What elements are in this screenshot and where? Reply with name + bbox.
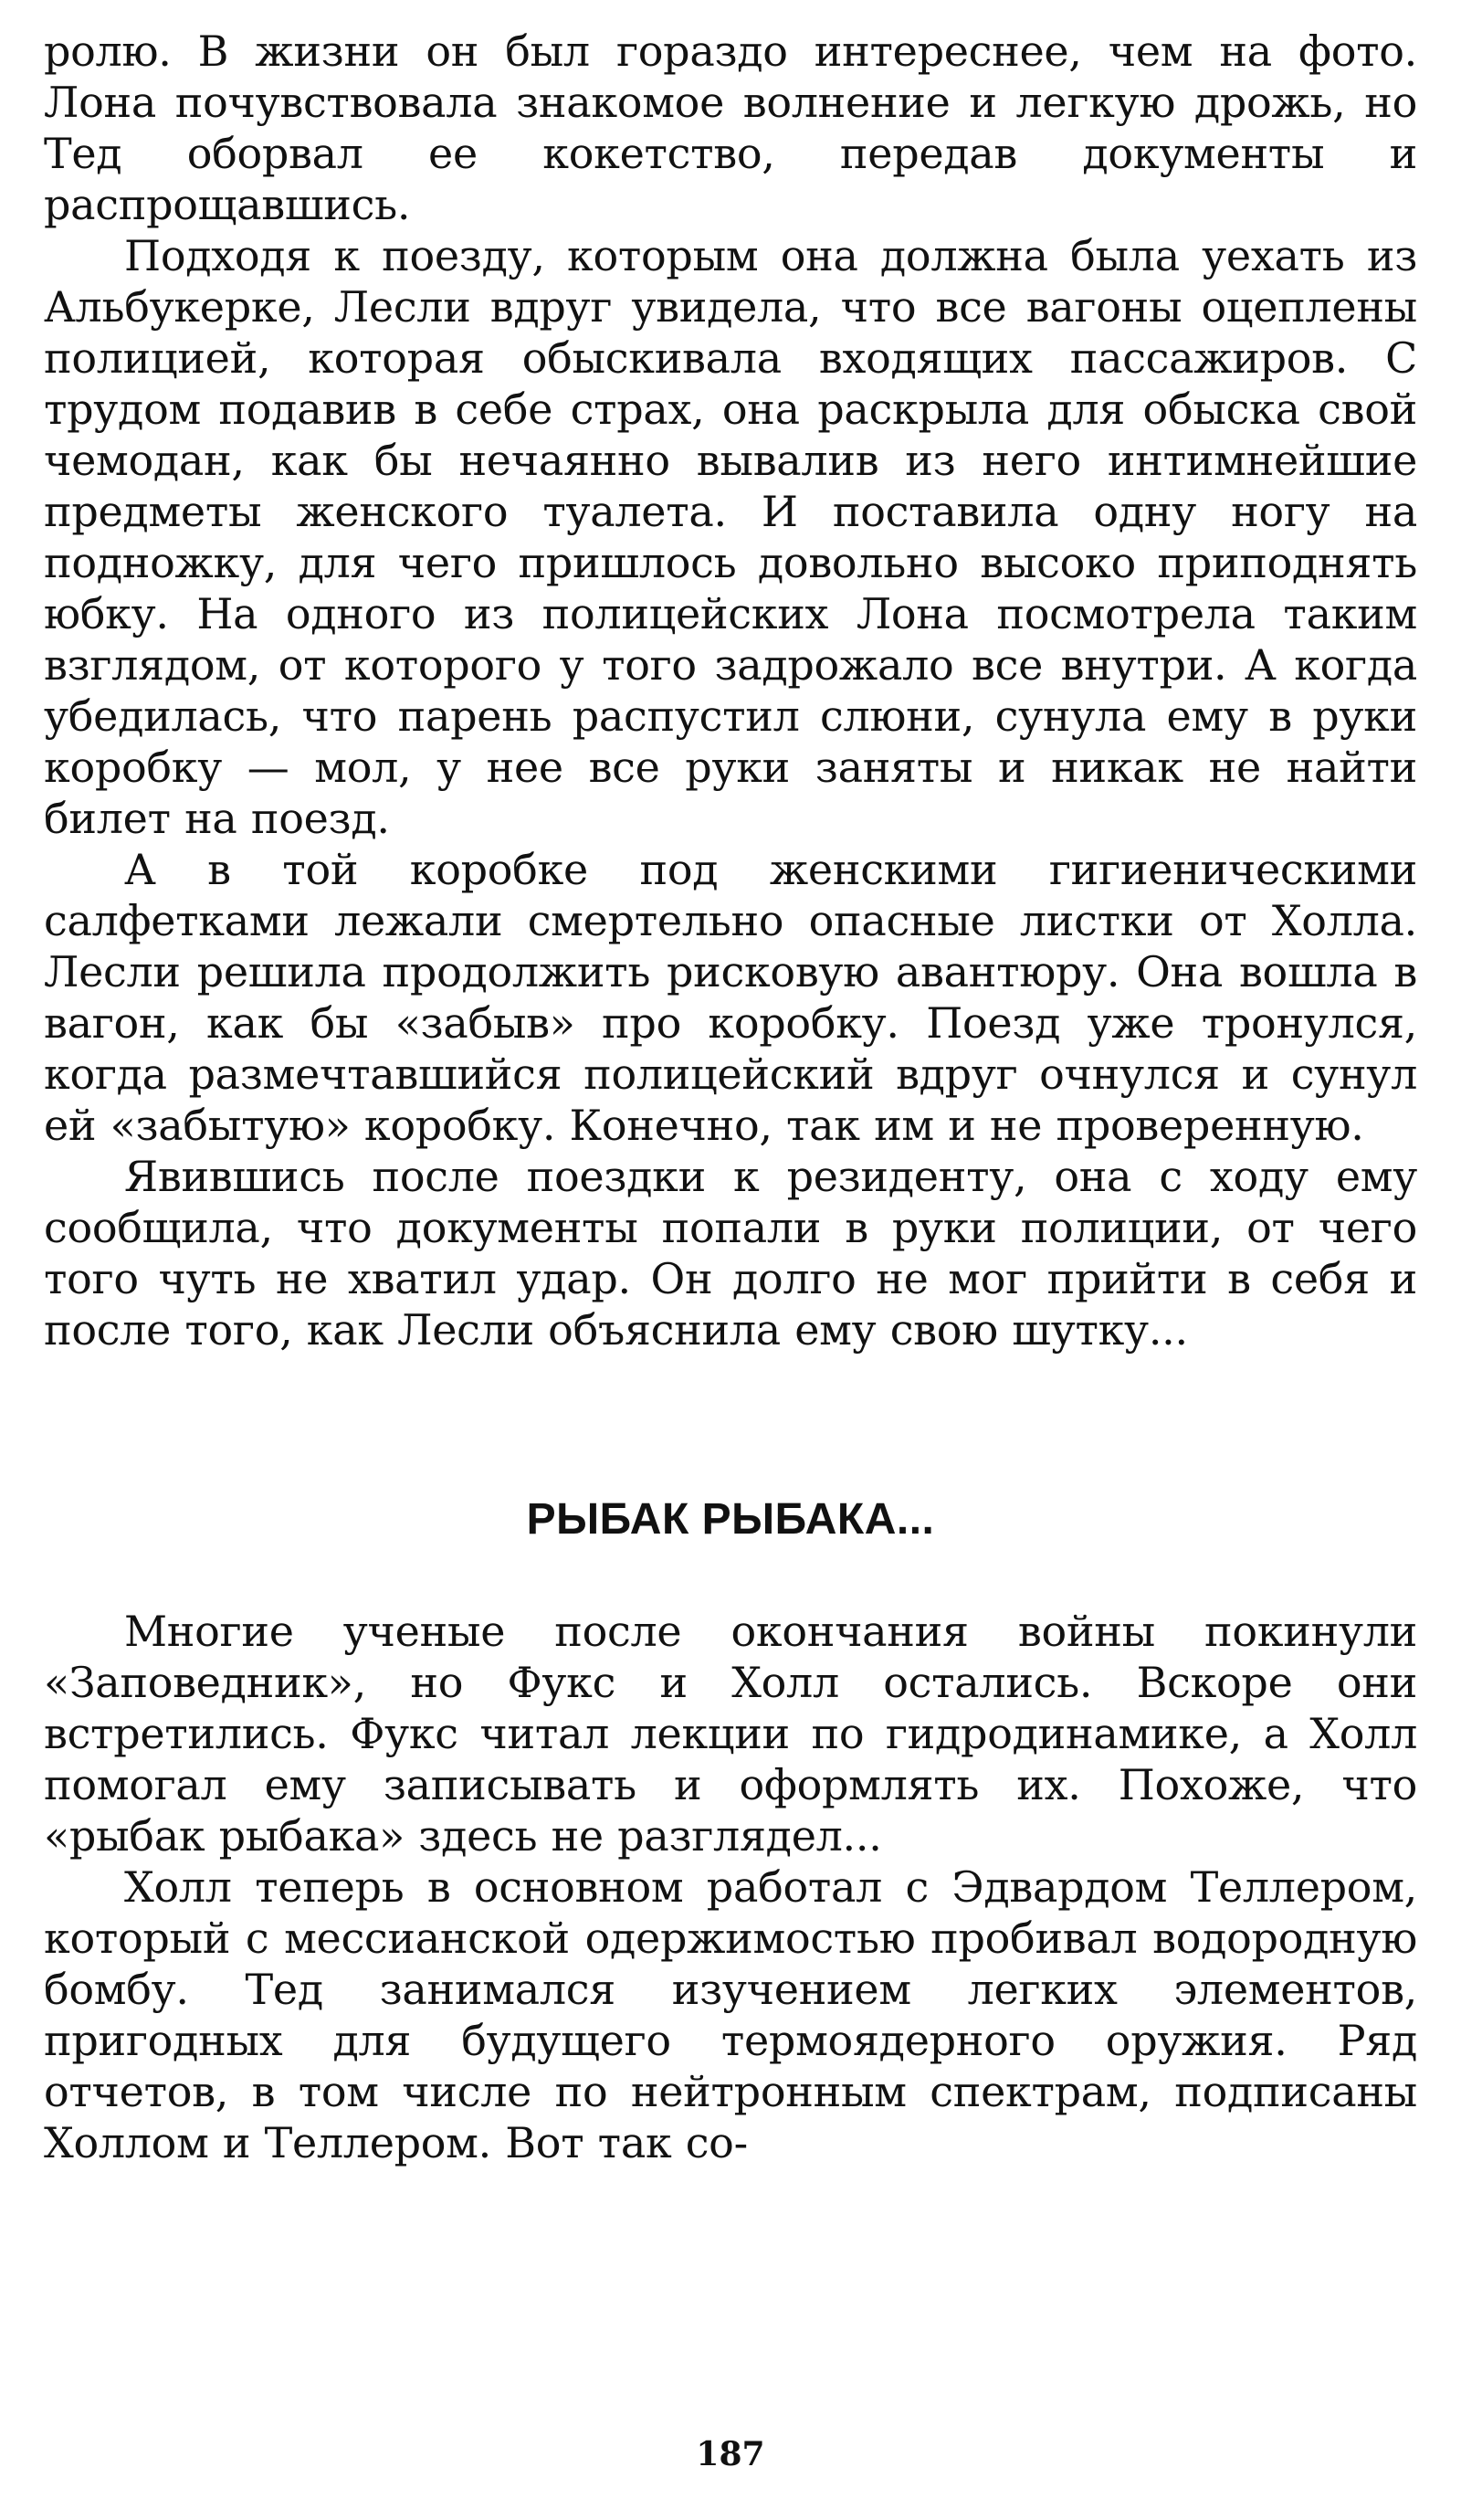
book-page	[44, 26, 1417, 2168]
section-spacer	[44, 1547, 1417, 1606]
paragraph-resident-joke: Явившись после поездки к резиденту, она с ходу ему сообщила, что документы попали в руки полиции, от чего того чуть не хватил удар. Он долго не мог прийти в себя и после того, как Лесли объяснила ему свою шутку...	[44, 1152, 1417, 1355]
paragraph-continuation: ролю. В жизни он был гораздо интереснее, чем на фото. Лона почувствовала знакомое волнение и легкую дрожь, но Тед оборвал ее кокетство, передав документы и распрощавшись.	[44, 26, 1417, 229]
paragraph-fuchs-hall: Многие ученые после окончания войны покинули «Заповедник», но Фукс и Холл остались. Вскоре они встретились. Фукс читал лекции по гидродинамике, а Холл помогал ему записывать и оформлять их. Похоже, что «рыбак рыбака» здесь не разглядел...	[44, 1607, 1417, 1861]
page-number: 187	[696, 2435, 765, 2473]
paragraph-train-search: Подходя к поезду, которым она должна была уехать из Альбукерке, Лесли вдруг увидела, что все вагоны оцеплены полицией, которая обыскивала входящих пассажиров. С трудом подавив в себе страх, она раскрыла для обыска свой чемодан, как бы нечаянно вывалив из него интимнейшие предметы женского туалета. И поставила одну ногу на подножку, для чего пришлось довольно высоко приподнять юбку. На одного из полицейских Лона посмотрела таким взглядом, от которого у того задрожало все внутри. А когда убедилась, что парень распустил слюни, сунула ему в руки коробку — мол, у нее все руки заняты и никак не найти билет на поезд.	[44, 231, 1417, 843]
section-heading: РЫБАК РЫБАКА...	[526, 1495, 935, 1544]
paragraph-teller: Холл теперь в основном работал с Эдвардом Теллером, который с мессианской одержимостью пробивал водородную бомбу. Тед занимался изучением легких элементов, пригодных для будущего термоядерного оружия. Ряд отчетов, в том числе по нейтронным спектрам, подписаны Холлом и Теллером. Вот так со-	[44, 1862, 1417, 2167]
section-spacer	[44, 1355, 1417, 1492]
paragraph-box-documents: А в той коробке под женскими гигиеническими салфетками лежали смертельно опасные листки от Холла. Лесли решила продолжить рисковую авантюру. Она вошла в вагон, как бы «забыв» про коробку. Поезд уже тронулся, когда размечтавшийся полицейский вдруг очнулся и сунул ей «забытую» коробку. Конечно, так им и не проверенную.	[44, 845, 1417, 1150]
